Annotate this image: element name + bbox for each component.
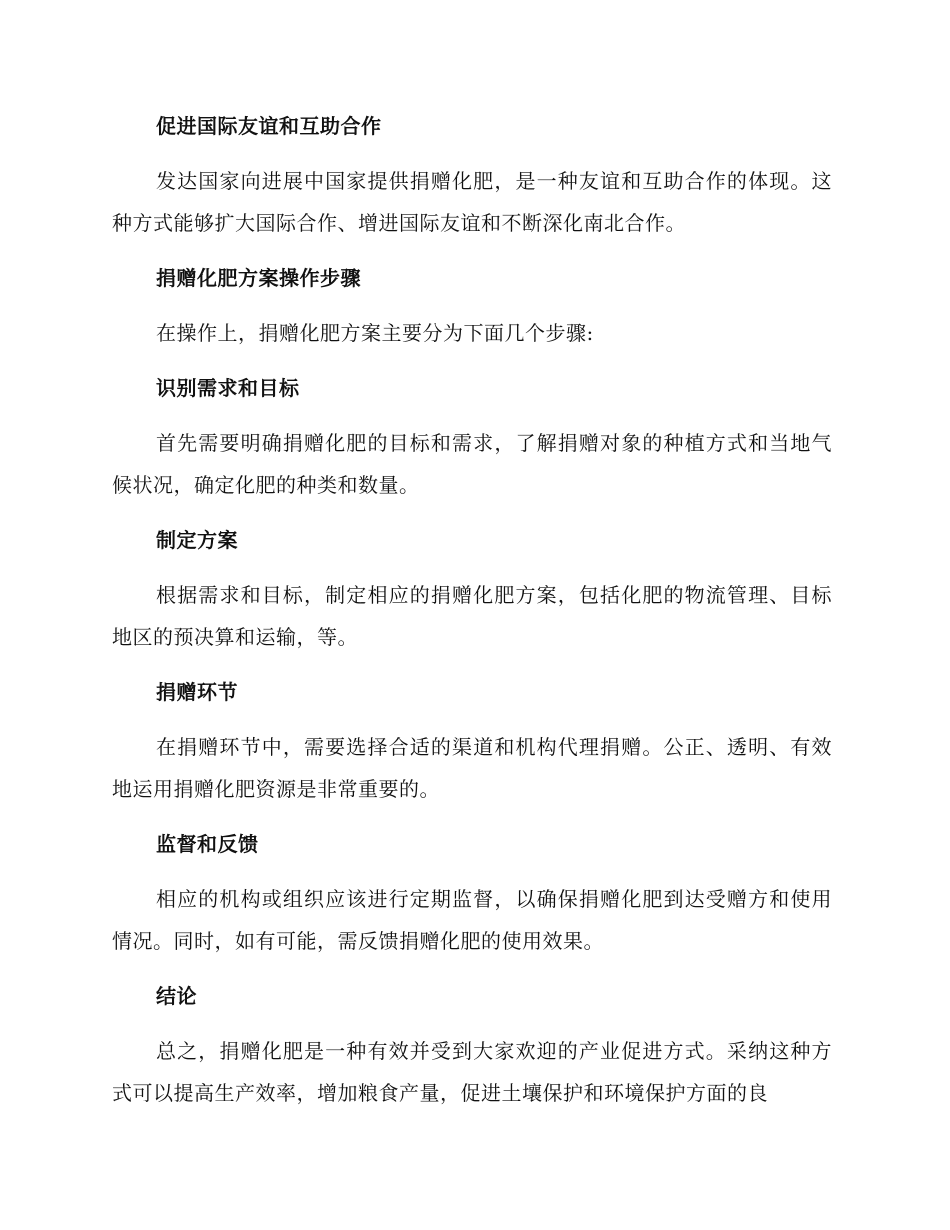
section-heading: 制定方案 xyxy=(156,528,238,552)
section-paragraph: 首先需要明确捐赠化肥的目标和需求，了解捐赠对象的种植方式和当地气候状况，确定化肥的种类和数量。 xyxy=(112,431,832,497)
section-paragraph: 在操作上，捐赠化肥方案主要分为下面几个步骤: xyxy=(156,321,594,345)
section-heading: 监督和反馈 xyxy=(156,832,259,856)
section-heading: 识别需求和目标 xyxy=(156,376,300,400)
section-heading: 促进国际友谊和互助合作 xyxy=(156,114,382,138)
section-paragraph: 总之，捐赠化肥是一种有效并受到大家欢迎的产业促进方式。采纳这种方式可以提高生产效率，增加粮食产量，促进土壤保护和环境保护方面的良 xyxy=(112,1039,832,1105)
section-heading: 捐赠化肥方案操作步骤 xyxy=(156,266,361,290)
section-heading: 结论 xyxy=(156,984,197,1008)
section-paragraph: 在捐赠环节中，需要选择合适的渠道和机构代理捐赠。公正、透明、有效地运用捐赠化肥资源是非常重要的。 xyxy=(112,735,832,801)
section-paragraph: 相应的机构或组织应该进行定期监督，以确保捐赠化肥到达受赠方和使用情况。同时，如有可能，需反馈捐赠化肥的使用效果。 xyxy=(112,887,832,953)
document-page xyxy=(112,108,832,1130)
section-paragraph: 发达国家向进展中国家提供捐赠化肥，是一种友谊和互助合作的体现。这种方式能够扩大国际合作、增进国际友谊和不断深化南北合作。 xyxy=(112,169,832,235)
section-heading: 捐赠环节 xyxy=(156,680,238,704)
section-paragraph: 根据需求和目标，制定相应的捐赠化肥方案，包括化肥的物流管理、目标地区的预决算和运输，等。 xyxy=(112,583,832,649)
